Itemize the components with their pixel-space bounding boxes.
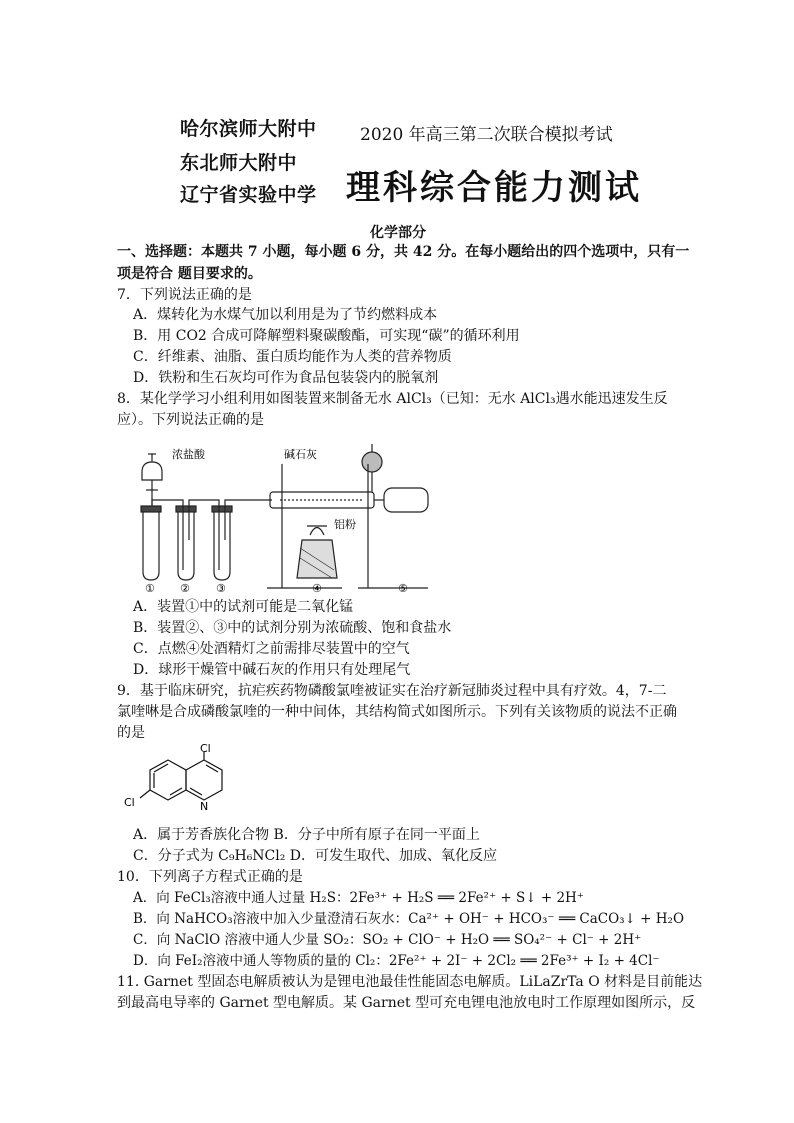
- q9-options-line-1: A．属于芳香族化合物 B．分子中所有原子在同一平面上: [133, 827, 480, 843]
- q9-options-line-2: C．分子式为 C₉H₆NCl₂ D．可发生取代、加成、氧化反应: [133, 848, 498, 864]
- q7-option-c: C．纤维素、油脂、蛋白质均能作为人类的营养物质: [133, 349, 452, 365]
- q10-stem: 10．下列离子方程式正确的是: [117, 869, 303, 885]
- q10-option-d: D．向 FeI₂溶液中通人等物质的量的 Cl₂：2Fe²⁺ + 2I⁻ + 2Cl₂ ══ 2Fe³⁺ + I₂ + 4Cl⁻: [133, 953, 660, 969]
- q7-option-b: B．用 CO2 合成可降解塑料聚碳酸酯，可实现“碳”的循环利用: [133, 328, 520, 344]
- q7-option-d: D．铁粉和生石灰均可作为食品包装袋内的脱氧剂: [133, 370, 439, 386]
- exam-title: 2020 年高三第二次联合模拟考试: [360, 125, 613, 145]
- section-title: 化学部分: [370, 225, 426, 241]
- q9-stem-line-3: 的是: [117, 725, 145, 741]
- q9-stem-line-1: 9．基于临床研究，抗疟疾药物磷酸氯喹被证实在治疗新冠肺炎过程中具有疗效。4，7-二: [117, 683, 667, 699]
- q7-stem: 7．下列说法正确的是: [117, 287, 252, 303]
- q9-stem-line-2: 氯喹啉是合成磷酸氯喹的一种中间体，其结构简式如图所示。下列有关该物质的说法不正确: [117, 704, 677, 720]
- label-cl-top: Cl: [200, 744, 211, 755]
- q8-option-a: A．装置①中的试剂可能是二氧化锰: [133, 599, 354, 615]
- label-apparatus-5: ⑤: [398, 582, 408, 592]
- school-name-2: 东北师大附中: [180, 152, 298, 174]
- label-conc-hcl: 浓盐酸: [172, 448, 205, 461]
- label-apparatus-4: ④: [312, 582, 322, 592]
- q7-option-a: A．煤转化为水煤气加以利用是为了节约燃料成本: [133, 307, 438, 323]
- q8-option-c: C．点燃④处酒精灯之前需排尽装置中的空气: [133, 641, 410, 657]
- tube-3: [214, 510, 230, 580]
- label-soda-lime: 碱石灰: [284, 448, 317, 461]
- q8-stem-line-2: 应）。下列说法正确的是: [117, 412, 264, 428]
- main-title: 理科综合能力测试: [346, 168, 642, 208]
- label-n: N: [200, 800, 209, 813]
- label-apparatus-3: ③: [216, 582, 226, 592]
- label-aluminum-powder: 铝粉: [334, 518, 356, 531]
- q11-line-2: 到最高电导率的 Garnet 型电解质。某 Garnet 型可充电锂电池放电时工作原理如图所示，反: [117, 995, 696, 1011]
- collection-flask: [384, 488, 428, 512]
- q8-stem-line-1: 8．某化学学习小组利用如图装置来制备无水 AlCl₃（已知：无水 AlCl₃遇水能迅速发生反: [117, 391, 668, 407]
- quinoline-structure: [118, 744, 228, 816]
- label-cl-left: Cl: [124, 796, 135, 809]
- label-apparatus-1: ①: [145, 582, 155, 592]
- instructions-line-1: 一、选择题：本题共 7 小题，每小题 6 分，共 42 分。在每小题给出的四个选项中，只有一: [117, 244, 690, 260]
- q10-option-a: A．向 FeCl₃溶液中通人过量 H₂S：2Fe³⁺ + H₂S ══ 2Fe²⁺ + S↓ + 2H⁺: [133, 890, 584, 906]
- q11-line-1: 11. Garnet 型固态电解质被认为是锂电池最佳性能固态电解质。LiLaZrTa O 材料是目前能达: [117, 974, 703, 990]
- q10-option-c: C．向 NaClO 溶液中通人少量 SO₂：SO₂ + ClO⁻ + H₂O ══ SO₄²⁻ + Cl⁻ + 2H⁺: [133, 932, 642, 948]
- q8-option-b: B．装置②、③中的试剂分别为浓硫酸、饱和食盐水: [133, 620, 452, 636]
- q8-option-d: D．球形干燥管中碱石灰的作用只有处理尾气: [133, 662, 411, 678]
- q10-option-b: B．向 NaHCO₃溶液中加入少量澄清石灰水：Ca²⁺ + OH⁻ + HCO₃⁻ ══ CaCO₃↓ + H₂O: [133, 911, 685, 927]
- label-apparatus-2: ②: [180, 582, 190, 592]
- school-name-3: 辽宁省实验中学: [180, 184, 317, 206]
- drying-tube: [362, 452, 382, 472]
- instructions-line-2: 项是符合 题目要求的。: [117, 266, 262, 282]
- tube-2: [178, 510, 194, 580]
- separatory-funnel: [142, 462, 162, 480]
- apparatus-figure: [132, 440, 432, 592]
- school-name-1: 哈尔滨师大附中: [180, 118, 317, 140]
- tube-1: [143, 510, 159, 580]
